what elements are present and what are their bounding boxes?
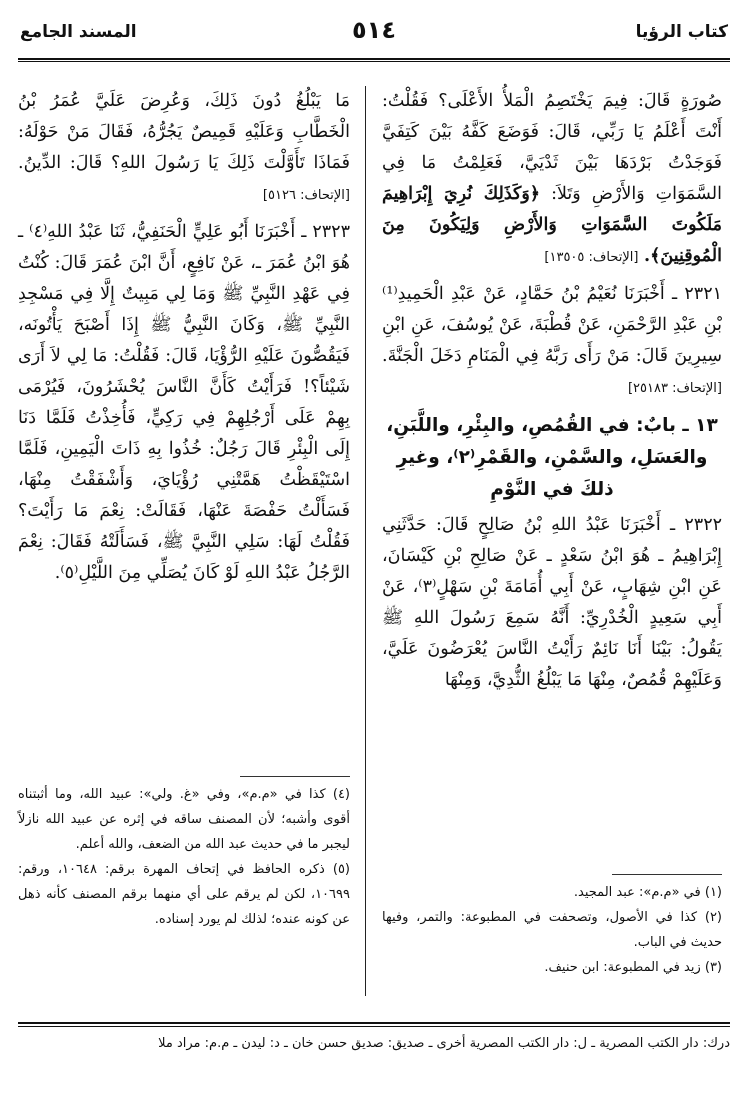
header-rule-thin: [18, 61, 730, 62]
hadith-text: ٢٣٢١ ـ أَخْبَرَنَا نُعَيْمُ بْنُ حَمَّادٍ، عَنْ عَبْدِ الْحَمِيدِ⁽¹⁾ بْنِ عَبْدِ الرَّحْمَنِ، عَنْ قُطْبَةَ، عَنْ يُوسُفَ، عَنِ ابْنِ سِيرِينَ قَالَ: مَنْ رَأَى رَبَّهُ فِي الْمَنَامِ دَخَلَ الْجَنَّةَ.: [382, 284, 722, 366]
left-column: [18, 86, 350, 589]
footnote: (٤) كذا في «م.م»، وفي «غ. ولي»: عبيد الله، وما أثبتناه أقوى وأشبه؛ لأن المصنف ساقه في إثره عن عبيد الله نازلاً ليجبر ما في حديث عبد الله من الضعف، والله أعلم.: [18, 787, 350, 852]
right-column: [382, 86, 722, 696]
header-rule: [18, 58, 730, 60]
hadith-2321: [382, 279, 722, 404]
quran-verse: ﴿وَكَذَلِكَ نُرِيَ إِبْرَاهِيمَ مَلَكُوتَ السَّمَوَاتِ وَالأَرْضِ وَلِيَكُونَ مِنَ الْمُوقِنِينَ﴾.: [382, 184, 722, 266]
hadith-continuation: [18, 86, 350, 211]
book-title: كتاب الرؤيا: [635, 22, 728, 42]
hadith-2322: [382, 510, 722, 696]
hadith-continuation: صُورَةٍ قَالَ: فِيمَ يَخْتَصِمُ الْمَلأُ الأَعْلَى؟ فَقُلْتُ: أَنْتَ أَعْلَمُ يَا رَبِّي، قَالَ: فَوَضَعَ كَفَّهُ بَيْنَ كَتِفَيَّ فَوَجَدْتُ بَرْدَهَا بَيْنَ ثَدْيَيَّ، فَعَلِمْتُ مَا فِي السَّمَوَاتِ وَالأَرْضِ وَتَلاَ:: [382, 91, 722, 204]
manuscript-key: درك: دار الكتب المصرية ـ ل: دار الكتب المصرية أخرى ـ صديق: صديق حسن خان ـ د: ليدن ـ م.م: مراد ملا: [158, 1036, 730, 1051]
chapter-heading: ١٣ ـ بابٌ: في القُمُصِ، والبِئْرِ، واللَّبَنِ، والعَسَلِ، والسَّمْنِ، والقَمْرِ⁽٢⁾، وغيرِ ذلكَ في النَّوْمِ: [386, 415, 718, 500]
footer-rule-thin: [18, 1026, 730, 1027]
column-divider: [365, 86, 366, 996]
footnote: (٥) ذكره الحافظ في إتحاف المهرة برقم: ١٠٦٤٨، ورقم: ١٠٦٩٩، لكن لم يرقم على أي منهما برقم المصنف كأنه ذهل عن كونه عنده؛ لذلك لم يورد إسناده.: [18, 862, 350, 927]
footnotes-left: [18, 782, 350, 932]
footnote: (٣) زيد في المطبوعة: ابن حنيف.: [544, 960, 722, 975]
footnote-rule-right: [612, 874, 722, 875]
hadith-2323: [18, 217, 350, 589]
hadith-text: ٢٣٢٢ ـ أَخْبَرَنَا عَبْدُ اللهِ بْنُ صَالِحٍ قَالَ: حَدَّثَنِي إِبْرَاهِيمُ ـ هُوَ ابْنُ سَعْدٍ ـ عَنْ صَالِحِ بْنِ كَيْسَانَ، عَنِ ابْنِ شِهَابٍ، عَنْ أَبِي أُمَامَةَ بْنِ سَهْلٍ⁽٣⁾، عَنْ أَبِي سَعِيدٍ الْخُدْرِيِّ: أَنَّهُ سَمِعَ رَسُولَ اللهِ ﷺ يَقُولُ: بَيْنَا أَنَا نَائِمٌ رَأَيْتُ النَّاسَ يُعْرَضُونَ عَلَيَّ، وَعَلَيْهِمْ قُمُصٌ، مِنْهَا مَا يَبْلُغُ الثُّدِيَّ، وَمِنْهَا: [382, 515, 722, 690]
page-number: ٥١٤: [352, 16, 396, 44]
hadith-text: مَا يَبْلُغُ دُونَ ذَلِكَ، وَعُرِضَ عَلَيَّ عُمَرُ بْنُ الْخَطَّابِ وَعَلَيْهِ قَمِيصٌ يَجُرُّهُ، فَقَالَ مَنْ حَوْلَهُ: فَمَاذَا تَأَوَّلْتَ ذَلِكَ يَا رَسُولَ اللهِ؟ قَالَ: الدِّينُ.: [18, 91, 350, 173]
ithaf-reference: [الإتحاف: ٢٥١٨٣]: [627, 381, 722, 396]
text-paragraph: [382, 86, 722, 273]
ithaf-reference: [الإتحاف: ٥١٢٦]: [262, 188, 350, 203]
hadith-text: ٢٣٢٣ ـ أَخْبَرَنَا أَبُو عَلِيٍّ الْحَنَفِيُّ، ثَنَا عَبْدُ اللهِ⁽٤⁾ ـ هُوَ ابْنُ عُمَرَ ـ، عَنْ نَافِعٍ، أَنَّ ابْنَ عُمَرَ قَالَ: كُنْتُ فِي عَهْدِ النَّبِيِّ ﷺ وَمَا لِي مَبِيتٌ إِلَّا فِي مَسْجِدِ النَّبِيِّ ﷺ، وَكَانَ النَّبِيُّ ﷺ إِذَا أَصْبَحَ يَأْتُونَه، فَيَقُصُّونَ عَلَيْهِ الرُّؤْيَا، قَالَ: فَقُلْتُ: مَا لِي لاَ أَرَى شَيْئاً؟! فَرَأَيْتُ كَأَنَّ النَّاسَ يُحْشَرُونَ، فَيُرْمَى بِهِمْ عَلَى أَرْجُلِهِمْ فِي رَكِيٍّ، فَأُخِذْتُ فَلَمَّا دَنَا إِلَى الْبِئْرِ قَالَ رَجُلٌ: خُذُوا بِهِ ذَاتَ الْيَمِينِ، فَلَمَّا اسْتَيْقَظْتُ هَمَّتْنِي رُؤْيَايَ، وَأَشْفَقْتُ مِنْهَا، فَسَأَلْتُ حَفْصَةَ عَنْهَا، فَقَالَتْ: نِعْمَ مَا رَأَيْتَ؟ فَقُلْتُ لَهَا: سَلِي النَّبِيَّ ﷺ، فَسَأَلَتْهُ فَقَالَ: نِعْمَ الرَّجُلُ عَبْدُ اللهِ لَوْ كَانَ يُصَلِّي مِنَ اللَّيْلِ⁽٥⁾.: [18, 222, 350, 583]
footnote-rule-left: [240, 776, 350, 777]
footnote: (٢) كذا في الأصول، وتصحفت في المطبوعة: والتمر، وفيها حديث في الباب.: [382, 910, 722, 950]
footer-rule: [18, 1022, 730, 1024]
footnotes-right: [382, 880, 722, 980]
collection-title: المسند الجامع: [20, 22, 137, 42]
page-header: [18, 8, 730, 58]
footnote: (١) في «م.م»: عبد المجيد.: [573, 885, 722, 900]
ithaf-reference: [الإتحاف: ١٣٥٠٥]: [544, 250, 639, 265]
